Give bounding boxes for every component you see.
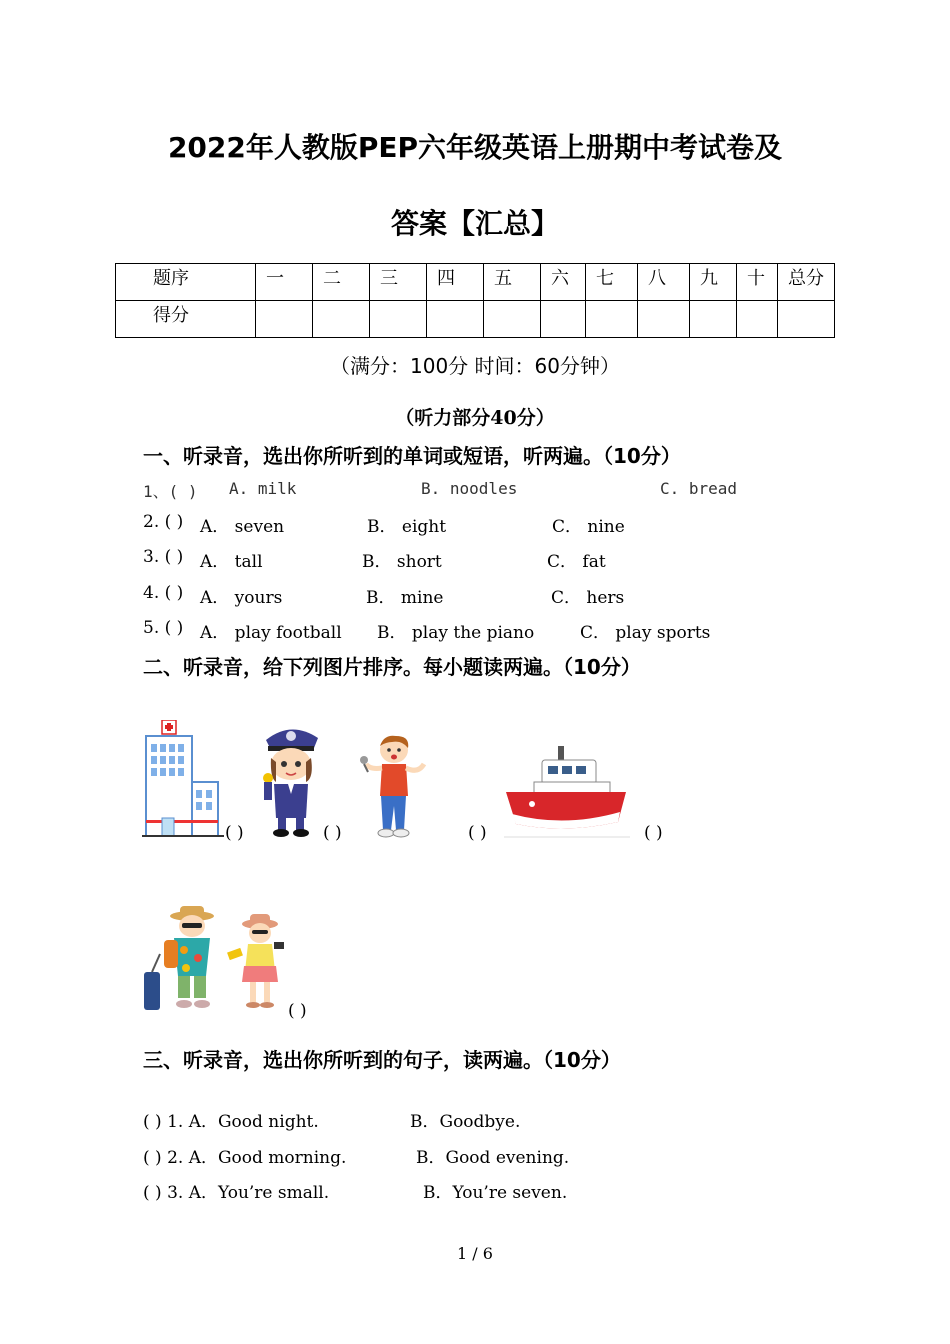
score-entry[interactable] [484, 301, 541, 338]
s1-q1-option-c[interactable]: C. bread [660, 479, 738, 498]
page-number: 1 / 6 [457, 1244, 493, 1263]
s3-q1-option-b[interactable]: B．Goodbye. [410, 1112, 521, 1132]
s1-q2-option-b[interactable]: B． eight [367, 517, 447, 537]
score-entry[interactable] [313, 301, 370, 338]
score-table [115, 263, 835, 338]
s2-blank-3[interactable]: ( ) [468, 823, 487, 843]
section1-title: 一、听录音，选出你所听到的单词或短语，听两遍。（10分） [143, 444, 681, 468]
score-entry[interactable] [586, 301, 638, 338]
s2-blank-2[interactable]: ( ) [323, 823, 342, 843]
score-cell: 三 [370, 264, 427, 301]
s3-q3[interactable]: ( ) 3. A．You’re small. [143, 1183, 330, 1203]
s1-q3-option-b[interactable]: B． short [362, 552, 442, 572]
score-entry[interactable] [256, 301, 313, 338]
s1-q2-option-c[interactable]: C． nine [552, 517, 625, 537]
s3-q2[interactable]: ( ) 2. A．Good morning. [143, 1148, 347, 1168]
score-entry[interactable] [737, 301, 778, 338]
s1-q5-option-a[interactable]: A． play football [200, 623, 342, 643]
s1-q4-option-b[interactable]: B． mine [366, 588, 444, 608]
s1-q2-number: 2. ( ) [143, 512, 184, 532]
section2-title: 二、听录音，给下列图片排序。每小题读两遍。（10分） [143, 655, 641, 679]
doc-title-line1: 2022年人教版PEP六年级英语上册期中考试卷及 [167, 131, 783, 164]
travelers-icon [140, 906, 288, 1016]
score-table-score-row [116, 301, 835, 338]
s3-q2-option-b[interactable]: B．Good evening. [416, 1148, 570, 1168]
s3-q3-option-b[interactable]: B．You’re seven. [423, 1183, 568, 1203]
score-cell: 二 [313, 264, 370, 301]
s1-q5-option-b[interactable]: B． play the piano [377, 623, 535, 643]
s2-blank-5[interactable]: ( ) [288, 1001, 307, 1021]
score-entry[interactable] [541, 301, 586, 338]
score-cell: 七 [586, 264, 638, 301]
s1-q3-number: 3. ( ) [143, 547, 184, 567]
score-entry[interactable] [370, 301, 427, 338]
section3-title: 三、听录音，选出你所听到的句子，读两遍。（10分） [143, 1048, 621, 1072]
score-entry[interactable] [690, 301, 737, 338]
police-officer-icon [258, 722, 324, 838]
s1-q3-option-a[interactable]: A． tall [200, 552, 263, 572]
s2-blank-1[interactable]: ( ) [225, 823, 244, 843]
score-cell: 一 [256, 264, 313, 301]
s1-q1-option-a[interactable]: A. milk [229, 479, 297, 498]
s1-q1-number: 1、( ) [143, 482, 198, 501]
hospital-icon [142, 720, 224, 840]
listening-header: （听力部分40分） [395, 407, 555, 429]
score-table-header-row [116, 264, 835, 301]
score-entry[interactable] [427, 301, 484, 338]
doc-title-line2: 答案【汇总】 [390, 207, 559, 240]
s1-q4-option-a[interactable]: A． yours [200, 588, 283, 608]
s1-q4-option-c[interactable]: C． hers [551, 588, 625, 608]
s1-q5-number: 5. ( ) [143, 618, 184, 638]
score-cell: 八 [638, 264, 690, 301]
score-cell: 五 [484, 264, 541, 301]
exam-meta: （满分：100分 时间：60分钟） [330, 354, 620, 378]
score-entry[interactable] [638, 301, 690, 338]
s3-q1[interactable]: ( ) 1. A．Good night. [143, 1112, 319, 1132]
score-entry-total[interactable] [778, 301, 835, 338]
s1-q3-option-c[interactable]: C． fat [547, 552, 606, 572]
s1-q1-option-b[interactable]: B. noodles [421, 479, 518, 498]
singing-boy-icon [356, 734, 430, 838]
score-cell: 四 [427, 264, 484, 301]
score-cell: 十 [737, 264, 778, 301]
score-cell-total: 总分 [778, 264, 835, 301]
score-cell: 九 [690, 264, 737, 301]
score-cell-label: 题序 [116, 264, 256, 301]
s1-q5-option-c[interactable]: C． play sports [580, 623, 711, 643]
score-cell: 六 [541, 264, 586, 301]
score-cell-label: 得分 [116, 301, 256, 338]
s1-q4-number: 4. ( ) [143, 583, 184, 603]
s1-q2-option-a[interactable]: A． seven [200, 517, 285, 537]
boat-icon [504, 742, 630, 840]
s2-blank-4[interactable]: ( ) [644, 823, 663, 843]
